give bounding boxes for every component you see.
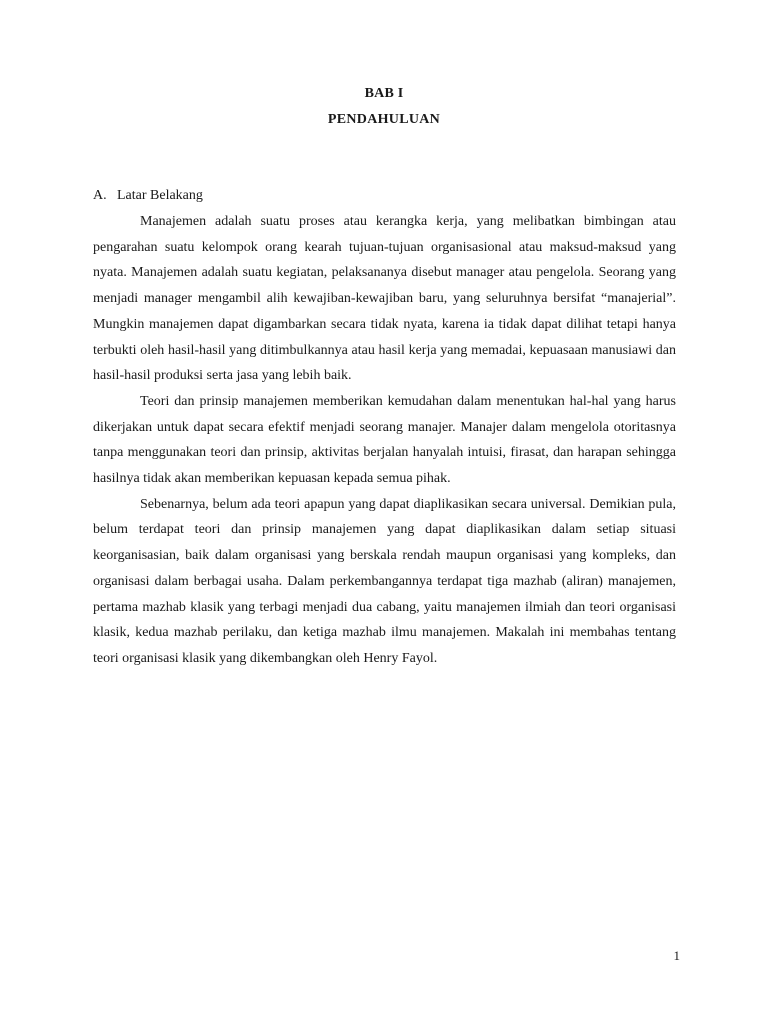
paragraph-3: Sebenarnya, belum ada teori apapun yang dapat diaplikasikan secara universal. Demikian pula, belum terdapat teori dan prinsip manajemen yang dapat diaplikasikan dalam setiap situasi keorganisasian, baik dalam organisasi yang berskala rendah maupun organisasi yang kompleks, dan organisasi dalam berbagai usaha. Dalam perkembangannya terdapat tiga mazhab (aliran) manajemen, pertama mazhab klasik yang terbagi menjadi dua cabang, yaitu manajemen ilmiah dan teori organisasi klasik, kedua mazhab perilaku, dan ketiga mazhab ilmu manajemen. Makalah ini membahas tentang teori organisasi klasik yang dikembangkan oleh Henry Fayol. bbox=[93, 496, 676, 666]
section-marker: A. bbox=[93, 188, 107, 203]
chapter-label: BAB I bbox=[364, 86, 404, 101]
chapter-title: PENDAHULUAN bbox=[327, 112, 441, 127]
section-heading bbox=[93, 188, 203, 204]
paragraph-2: Teori dan prinsip manajemen memberikan kemudahan dalam menentukan hal-hal yang harus dikerjakan untuk dapat secara efektif menjadi seorang manajer. Manajer dalam mengelola otoritasnya tanpa menggunakan teori dan prinsip, aktivitas berjalan hanyalah intuisi, firasat, dan harapan sehingga hasilnya tidak akan memberikan kepuasan kepada semua pihak. bbox=[93, 393, 676, 487]
page-number: 1 bbox=[673, 948, 680, 963]
paragraph-1: Manajemen adalah suatu proses atau kerangka kerja, yang melibatkan bimbingan atau pengarahan suatu kelompok orang kearah tujuan-tujuan organisasional atau maksud-maksud yang nyata. Manajemen adalah suatu kegiatan, pelaksananya disebut manager atau pengelola. Seorang yang menjadi manager mengambil alih kewajiban-kewajiban baru, yang seluruhnya bersifat “manajerial”. Mungkin manajemen dapat digambarkan secara tidak nyata, karena ia tidak dapat dilihat tetapi hanya terbukti oleh hasil-hasil yang ditimbulkannya atau hasil kerja yang memadai, kepuasaan manusiawi dan hasil-hasil produksi serta jasa yang lebih baik. bbox=[93, 214, 676, 384]
body-text bbox=[93, 209, 676, 672]
section-title: Latar Belakang bbox=[117, 188, 203, 203]
